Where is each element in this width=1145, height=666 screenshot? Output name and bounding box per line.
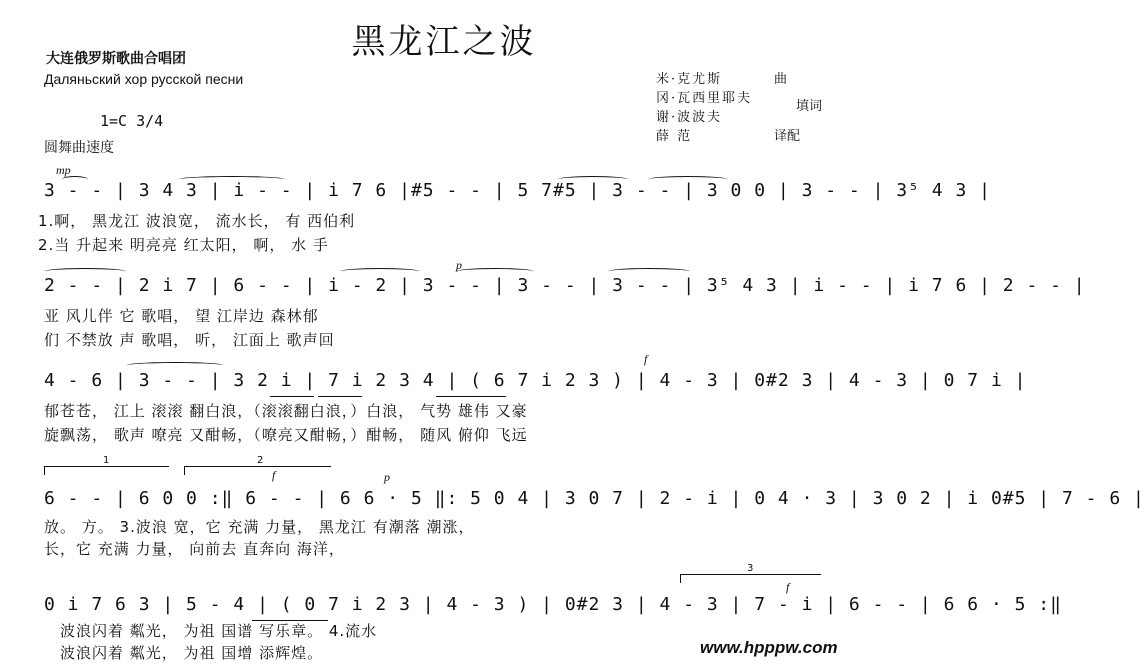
dynamic-mark: f [786, 580, 790, 594]
lyrics-verse2-line-1: 2.当 升起来 明亮亮 红太阳， 啊， 水 手 [38, 236, 329, 254]
credit-name: 薛 范 [656, 129, 693, 144]
credit-name: 米·克尤斯 [656, 72, 723, 87]
dynamic-mark: mp [56, 163, 71, 177]
lyrics-verse4-line-5: 波浪闪着 粼光， 为祖 国增 添辉煌。 [60, 644, 324, 662]
credit-role: 译配 [774, 129, 801, 144]
notation-line-1: 3 - - | 3 4 3 | i - - | i 7 6 |#5 - - | 5 7#5 | 3 - - | 3 0 0 | 3 - - | 3⁵ 4 3 | [44, 180, 991, 201]
notation-line-2: 2 - - | 2 i 7 | 6 - - | i - 2 | 3 - - | 3 - - | 3 - - | 3⁵ 4 3 | i - - | i 7 6 | 2 - - | [44, 275, 1086, 296]
lyrics-verse3-line-5: 波浪闪着 粼光， 为祖 国谱 写乐章。 4.流水 [60, 622, 378, 640]
notation-line-3: 4 - 6 | 3 - - | 3 2 i | 7 i 2 3 4 | ( 6 7 i 2 3 ) | 4 - 3 | 0#2 3 | 4 - 3 | 0 7 i | [44, 370, 1027, 391]
lyrics-verse1-line-1: 1.啊， 黑龙江 波浪宽， 流水长， 有 西伯利 [38, 212, 356, 230]
dynamic-mark: f [644, 352, 648, 366]
website-watermark: www.hpppw.com [700, 638, 838, 657]
dynamic-mark: p [384, 470, 390, 484]
lyrics-verse3-line-4: 放。 方。 3.波浪 宽，它 充满 力量， 黑龙江 有潮落 潮涨， [44, 518, 475, 536]
choir-name-chinese: 大连俄罗斯歌曲合唱团 [46, 51, 186, 67]
lyrics-verse1-line-3: 郁苍苍， 江上 滚滚 翻白浪，（滚滚翻白浪，）白浪， 气势 雄伟 又豪 [44, 402, 528, 420]
volta-label-1: 1 [103, 455, 110, 466]
lyrics-verse2-line-3: 旋飘荡， 歌声 嘹亮 又酣畅，（嘹亮又酣畅，）酣畅， 随风 俯仰 飞远 [44, 426, 528, 444]
notation-line-5: 0 i 7 6 3 | 5 - 4 | ( 0 7 i 2 3 | 4 - 3 ) | 0#2 3 | 4 - 3 | 7 - i | 6 - - | 6 6 · 5 :‖ [44, 594, 1062, 615]
lyrics-verse2-line-2: 们 不禁放 声 歌唱， 听， 江面上 歌声回 [44, 331, 335, 349]
credit-role: 曲 [774, 72, 788, 87]
volta-label-2: 2 [257, 455, 264, 466]
notation-line-4: 6 - - | 6 0 0 :‖ 6 - - | 6 6 · 5 ‖: 5 0 4 | 3 0 7 | 2 - i | 0 4 · 3 | 3 0 2 | i 0#5 | 7 - 6 | [44, 488, 1145, 509]
lyrics-verse1-line-2: 亚 风儿伴 它 歌唱， 望 江岸边 森林郁 [44, 307, 319, 325]
tempo-marking: 圆舞曲速度 [44, 139, 114, 155]
choir-name-russian: Даляньский хор русской песни [44, 71, 244, 87]
credit-composer [656, 70, 800, 89]
dynamic-mark: p [456, 258, 462, 272]
credit-lyricist-2 [656, 108, 800, 127]
key-time-signature: 1=C 3/4 [100, 112, 164, 130]
dynamic-mark: f [272, 468, 276, 482]
volta-label-3: 3 [747, 563, 754, 574]
lyrics-verse4-line-4: 长，它 充满 力量， 向前去 直奔向 海洋， [44, 540, 345, 558]
credits-block [656, 70, 800, 146]
credit-lyricist-1 [656, 89, 800, 108]
lyricist-role-label: 填词 [796, 99, 823, 114]
credit-name: 冈·瓦西里耶夫 [656, 91, 753, 106]
credit-translator [656, 127, 800, 146]
song-title: 黑龙江之波 [351, 22, 537, 62]
credit-name: 谢·波波夫 [656, 110, 723, 125]
